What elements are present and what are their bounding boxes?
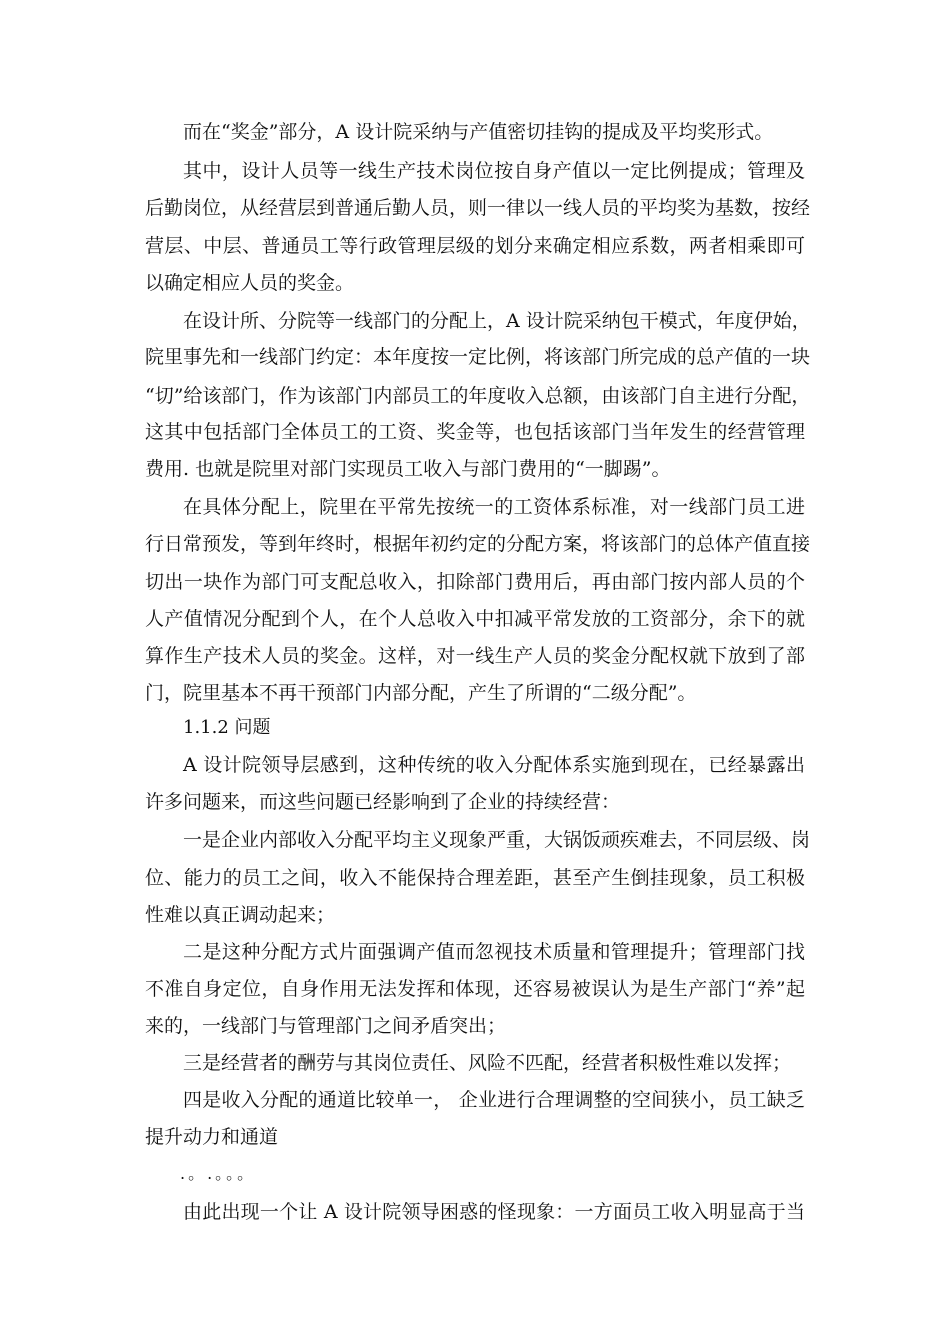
paragraph-line: 院里事先和一线部门约定：本年度按一定比例，将该部门所完成的总产值的一块 [145, 346, 811, 368]
paragraph-line: 性难以真正调动起来； [145, 904, 336, 926]
paragraph-line: “切”给该部门，作为该部门内部员工的年度收入总额，由该部门自主进行分配， [145, 385, 811, 407]
paragraph-line: 二是这种分配方式片面强调产值而忽视技术质量和管理提升；管理部门找 [183, 941, 805, 963]
paragraph-line: 在具体分配上，院里在平常先按统一的工资体系标准，对一线部门员工进 [183, 496, 805, 518]
paragraph-line: 一是企业内部收入分配平均主义现象严重，大锅饭顽疾难去，不同层级、岗 [183, 829, 811, 851]
paragraph-line: 后勤岗位，从经营层到普通后勤人员，则一律以一线人员的平均奖为基数，按经 [145, 197, 811, 219]
paragraph-line: 提升动力和通道 [145, 1126, 279, 1148]
paragraph-line: 营层、中层、普通员工等行政管理层级的划分来确定相应系数，两者相乘即可 [145, 235, 805, 257]
paragraph-line: 由此出现一个让 A 设计院领导困惑的怪现象：一方面员工收入明显高于当 [183, 1201, 805, 1223]
paragraph-line: 门，院里基本不再干预部门内部分配，产生了所谓的“二级分配”。 [145, 682, 697, 704]
section-heading: 1.1.2 问题 [183, 717, 271, 738]
paragraph-line: 不准自身定位，自身作用无法发挥和体现，还容易被误认为是生产部门“养”起 [145, 978, 805, 1000]
paragraph-line: A 设计院领导层感到，这种传统的收入分配体系实施到现在，已经暴露出 [183, 754, 805, 776]
paragraph-line: 三是经营者的酬劳与其岗位责任、风险不匹配，经营者积极性难以发挥； [183, 1052, 792, 1074]
paragraph-line: 在设计所、分院等一线部门的分配上，A 设计院采纳包干模式，年度伊始， [183, 310, 811, 332]
paragraph-line: 来的，一线部门与管理部门之间矛盾突出； [145, 1015, 507, 1037]
paragraph-line: 行日常预发，等到年终时，根据年初约定的分配方案，将该部门的总体产值直接 [145, 533, 811, 555]
paragraph-line: 费用. 也就是院里对部门实现员工收入与部门费用的“一脚踢”。 [145, 458, 671, 480]
paragraph-line: 四是收入分配的通道比较单一， 企业进行合理调整的空间狭小，员工缺乏 [183, 1089, 805, 1111]
paragraph-line: 其中，设计人员等一线生产技术岗位按自身产值以一定比例提成；管理及 [183, 160, 805, 182]
ellipsis-marks: .。.。。。 [180, 1164, 257, 1183]
paragraph-line: 而在“奖金”部分，A 设计院采纳与产值密切挂钩的提成及平均奖形式。 [183, 121, 774, 143]
paragraph-line: 算作生产技术人员的奖金。这样，对一线生产人员的奖金分配权就下放到了部 [145, 645, 805, 667]
paragraph-line: 许多问题来，而这些问题已经影响到了企业的持续经营： [145, 791, 621, 813]
paragraph-line: 切出一块作为部门可支配总收入，扣除部门费用后，再由部门按内部人员的个 [145, 571, 805, 593]
paragraph-line: 这其中包括部门全体员工的工资、奖金等，也包括该部门当年发生的经营管理 [145, 421, 805, 443]
paragraph-line: 以确定相应人员的奖金。 [145, 272, 355, 294]
paragraph-line: 位、能力的员工之间，收入不能保持合理差距，甚至产生倒挂现象，员工积极 [145, 867, 805, 889]
paragraph-line: 人产值情况分配到个人，在个人总收入中扣减平常发放的工资部分，余下的就 [145, 608, 805, 630]
